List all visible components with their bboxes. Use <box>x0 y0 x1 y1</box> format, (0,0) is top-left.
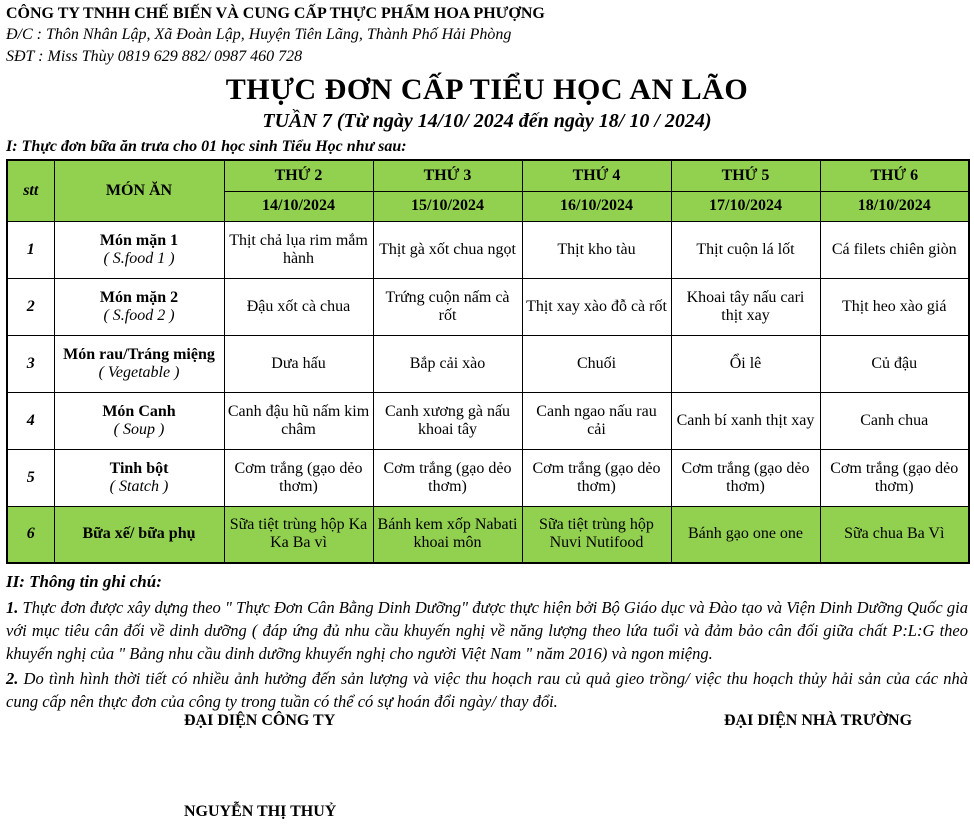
category-cell <box>54 392 224 449</box>
category-cell <box>54 335 224 392</box>
table-row <box>7 392 969 449</box>
menu-cell: Bánh gạo one one <box>671 506 820 563</box>
category-name: Món Canh <box>102 402 176 420</box>
category-subtitle: ( S.food 1 ) <box>103 249 175 267</box>
table-row <box>7 335 969 392</box>
menu-cell: Củ đậu <box>820 335 969 392</box>
row-number: 2 <box>7 278 54 335</box>
menu-cell: Thịt cuộn lá lốt <box>671 221 820 278</box>
menu-cell: Canh chua <box>820 392 969 449</box>
menu-cell: Trứng cuộn nấm cà rốt <box>373 278 522 335</box>
table-row-snack <box>7 506 969 563</box>
menu-cell: Canh đậu hũ nấm kim châm <box>224 392 373 449</box>
note-2-number: 2. <box>6 669 19 688</box>
column-header-stt: stt <box>7 160 54 221</box>
row-number: 1 <box>7 221 54 278</box>
menu-cell: Canh bí xanh thịt xay <box>671 392 820 449</box>
menu-cell: Cá filets chiên giòn <box>820 221 969 278</box>
menu-cell: Cơm trắng (gạo dẻo thơm) <box>373 449 522 506</box>
table-row <box>7 278 969 335</box>
company-phone: SĐT : Miss Thùy 0819 629 882/ 0987 460 728 <box>6 48 303 65</box>
company-name: CÔNG TY TNHH CHẾ BIẾN VÀ CUNG CẤP THỰC PHẨM HOA PHƯỢNG <box>6 5 545 22</box>
menu-cell: Cơm trắng (gạo dẻo thơm) <box>820 449 969 506</box>
date-thu: 17/10/2024 <box>671 191 820 221</box>
category-name: Món mặn 2 <box>99 288 179 306</box>
note-1-number: 1. <box>6 598 19 617</box>
menu-cell: Cơm trắng (gạo dẻo thơm) <box>671 449 820 506</box>
column-header-day-wed: THỨ 4 <box>522 160 671 191</box>
menu-cell: Thịt xay xào đỗ cà rốt <box>522 278 671 335</box>
page-title: THỰC ĐƠN CẤP TIỂU HỌC AN LÃO <box>225 73 749 106</box>
menu-cell: Đậu xốt cà chua <box>224 278 373 335</box>
category-subtitle: ( S.food 2 ) <box>103 306 175 324</box>
category-cell <box>54 278 224 335</box>
company-address: Đ/C : Thôn Nhân Lập, Xã Đoàn Lập, Huyện Tiên Lãng, Thành Phố Hải Phòng <box>6 26 512 43</box>
menu-cell: Dưa hấu <box>224 335 373 392</box>
category-subtitle: ( Soup ) <box>113 420 165 438</box>
column-header-day-mon: THỨ 2 <box>224 160 373 191</box>
column-header-day-fri: THỨ 6 <box>820 160 969 191</box>
row-number: 6 <box>7 506 54 563</box>
note-1-text: Thực đơn được xây dựng theo " Thực Đơn Cân Bằng Dinh Dưỡng" được thực hiện bởi Bộ Giáo dục và Đào tạo và Viện Dinh Dưỡng Quốc gia với mục tiêu cân đối về dinh dưỡng ( đáp ứng đủ nhu cầu khuyến nghị về năng lượng theo lứa tuổi và đảm bảo cân đối giữa chất P:L:G theo khuyến nghị của " Bảng nhu cầu dinh dưỡng khuyến nghị cho người Việt Nam " năm 2016) và ngon miệng. <box>6 598 968 663</box>
row-number: 3 <box>7 335 54 392</box>
category-name: Tinh bột <box>109 459 169 477</box>
column-header-dish: MÓN ĂN <box>54 160 224 221</box>
row-number: 5 <box>7 449 54 506</box>
menu-cell: Thịt heo xào giá <box>820 278 969 335</box>
menu-cell: Bánh kem xốp Nabati khoai môn <box>373 506 522 563</box>
section-2-heading: II: Thông tin ghi chú: <box>6 572 162 591</box>
menu-cell: Thịt kho tàu <box>522 221 671 278</box>
signature-school-title: ĐẠI DIỆN NHÀ TRƯỜNG <box>724 712 913 729</box>
date-fri: 18/10/2024 <box>820 191 969 221</box>
table-header-days <box>7 160 969 191</box>
note-2 <box>6 667 968 713</box>
date-mon: 14/10/2024 <box>224 191 373 221</box>
row-number: 4 <box>7 392 54 449</box>
page-subtitle: TUẦN 7 (Từ ngày 14/10/ 2024 đến ngày 18/ 10 / 2024) <box>262 110 712 132</box>
menu-cell: Cơm trắng (gạo dẻo thơm) <box>522 449 671 506</box>
note-1 <box>6 596 968 665</box>
category-cell <box>54 221 224 278</box>
signature-row <box>0 712 974 736</box>
menu-cell: Thịt gà xốt chua ngọt <box>373 221 522 278</box>
menu-cell: Bắp cải xào <box>373 335 522 392</box>
category-subtitle: ( Vegetable ) <box>98 363 180 381</box>
column-header-day-thu: THỨ 5 <box>671 160 820 191</box>
menu-cell: Sữa chua Ba Vì <box>820 506 969 563</box>
menu-table <box>6 159 970 564</box>
section-1-heading: I: Thực đơn bữa ăn trưa cho 01 học sinh Tiểu Học như sau: <box>6 138 407 155</box>
category-subtitle: ( Statch ) <box>109 477 169 495</box>
table-row <box>7 221 969 278</box>
date-tue: 15/10/2024 <box>373 191 522 221</box>
menu-cell: Thịt chả lụa rim mắm hành <box>224 221 373 278</box>
menu-cell: Cơm trắng (gạo dẻo thơm) <box>224 449 373 506</box>
menu-cell: Canh xương gà nấu khoai tây <box>373 392 522 449</box>
column-header-day-tue: THỨ 3 <box>373 160 522 191</box>
menu-cell: Khoai tây nấu cari thịt xay <box>671 278 820 335</box>
category-cell <box>54 449 224 506</box>
menu-cell: Sữa tiệt trùng hộp Ka Ka Ba vì <box>224 506 373 563</box>
date-wed: 16/10/2024 <box>522 191 671 221</box>
category-name: Món rau/Tráng miệng <box>63 345 215 363</box>
signer-name: NGUYỄN THỊ THUỶ <box>184 803 337 820</box>
menu-cell: Chuối <box>522 335 671 392</box>
category-cell <box>54 506 224 563</box>
category-name: Món mặn 1 <box>99 231 179 249</box>
menu-cell: Sữa tiệt trùng hộp Nuvi Nutifood <box>522 506 671 563</box>
note-2-text: Do tình hình thời tiết có nhiều ảnh hưởng đến sản lượng và việc thu hoạch rau củ quả gieo trồng/ việc thu hoạch thủy hải sản của các nhà cung cấp nên thực đơn của công ty trong tuần có thể có sự hoán đổi ngày/ thay đổi. <box>6 669 968 711</box>
menu-cell: Ổi lê <box>671 335 820 392</box>
menu-cell: Canh ngao nấu rau cải <box>522 392 671 449</box>
signature-company-title: ĐẠI DIỆN CÔNG TY <box>184 712 336 729</box>
category-name: Bữa xế/ bữa phụ <box>82 525 196 543</box>
table-row <box>7 449 969 506</box>
